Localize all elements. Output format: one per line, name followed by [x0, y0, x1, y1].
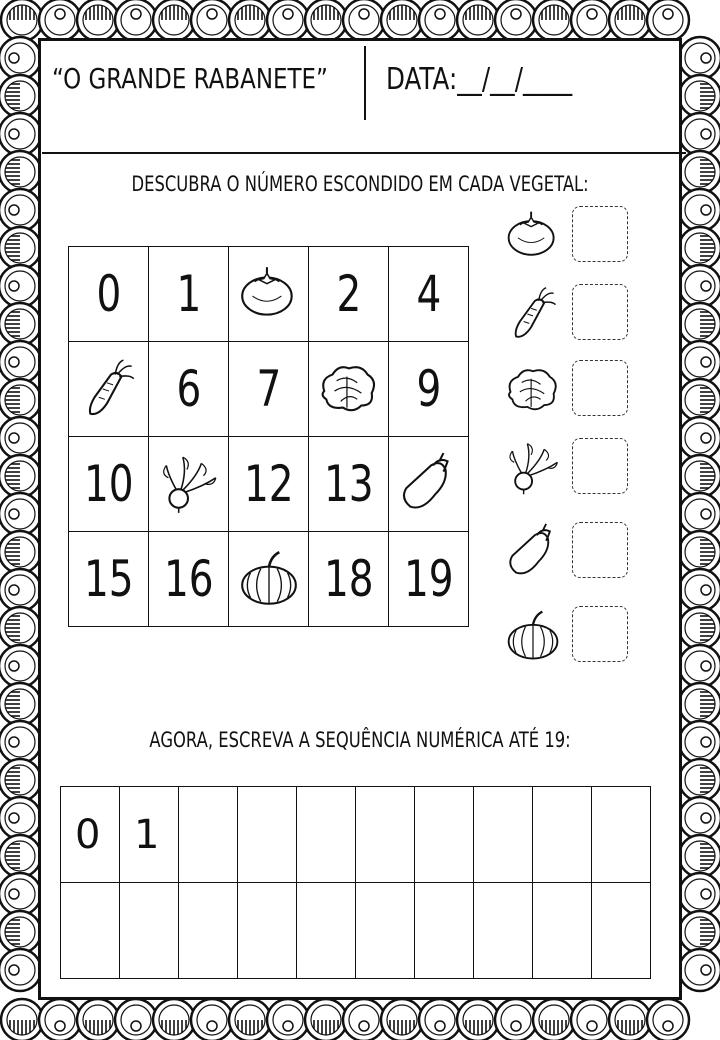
sequence-cell[interactable]: [179, 787, 238, 883]
instruction-find-numbers: DESCUBRA O NÚMERO ESCONDIDO EM CADA VEGETAL:: [131, 172, 589, 196]
grid-cell-number: [229, 342, 309, 437]
sequence-cell[interactable]: [592, 787, 651, 883]
grid-number: 19: [403, 550, 454, 608]
instruction-write-sequence: AGORA, ESCREVA A SEQUÊNCIA NUMÉRICA ATÉ 19:: [149, 728, 571, 752]
answer-row: [500, 206, 640, 266]
cabbage-icon: [316, 356, 382, 422]
number-grid-row: [69, 532, 469, 627]
tomato-icon: [503, 206, 563, 266]
grid-cell-vegetable: [229, 247, 309, 342]
grid-number: 7: [256, 360, 281, 418]
sequence-cell[interactable]: [356, 787, 415, 883]
sequence-cell[interactable]: [592, 883, 651, 979]
grid-cell-number: [149, 342, 229, 437]
grid-number: 10: [83, 455, 134, 513]
grid-cell-number: [389, 342, 469, 437]
number-grid-row: [69, 342, 469, 437]
grid-number: 9: [416, 360, 441, 418]
grid-cell-number: [149, 532, 229, 627]
answer-row: [500, 360, 640, 420]
grid-cell-number: [389, 247, 469, 342]
grid-cell-number: [69, 247, 149, 342]
sequence-cell[interactable]: [61, 883, 120, 979]
grid-cell-vegetable: [229, 532, 309, 627]
header-rule: [42, 152, 686, 154]
sequence-cell[interactable]: [474, 883, 533, 979]
grid-number: 16: [163, 550, 214, 608]
sequence-row: [61, 883, 651, 979]
answer-row: [500, 284, 640, 344]
sequence-row: [61, 787, 651, 883]
answer-box[interactable]: [572, 206, 628, 262]
number-grid-row: [69, 247, 469, 342]
sequence-cell[interactable]: [297, 787, 356, 883]
number-grid: [68, 246, 469, 627]
grid-number: 0: [96, 265, 121, 323]
radish-icon: [503, 438, 563, 498]
grid-number: 2: [336, 265, 361, 323]
sequence-cell[interactable]: [533, 883, 592, 979]
grid-cell-number: [69, 532, 149, 627]
sequence-cell[interactable]: [179, 883, 238, 979]
cabbage-icon: [503, 360, 563, 420]
grid-number: 6: [176, 360, 201, 418]
grid-cell-number: [69, 437, 149, 532]
grid-number: 1: [176, 265, 201, 323]
pumpkin-icon: [503, 606, 563, 666]
date-field[interactable]: DATA:__/__/____: [386, 62, 573, 97]
answer-row: [500, 606, 640, 666]
sequence-cell[interactable]: [533, 787, 592, 883]
sequence-cell[interactable]: [356, 883, 415, 979]
sequence-cell[interactable]: 0: [61, 787, 120, 883]
answer-box[interactable]: [572, 438, 628, 494]
sequence-cell[interactable]: [238, 883, 297, 979]
grid-number: 18: [323, 550, 374, 608]
grid-number: 15: [83, 550, 134, 608]
sequence-cell[interactable]: [238, 787, 297, 883]
grid-cell-vegetable: [389, 437, 469, 532]
answer-box[interactable]: [572, 284, 628, 340]
grid-cell-number: [309, 247, 389, 342]
carrot-icon: [76, 356, 142, 422]
sequence-cell[interactable]: [474, 787, 533, 883]
grid-cell-number: [149, 247, 229, 342]
answer-box[interactable]: [572, 360, 628, 416]
grid-number: 12: [243, 455, 294, 513]
grid-cell-number: [229, 437, 309, 532]
answer-row: [500, 522, 640, 582]
answer-row: [500, 438, 640, 498]
sequence-cell[interactable]: [120, 883, 179, 979]
sequence-cell[interactable]: [415, 787, 474, 883]
sequence-cell[interactable]: [415, 883, 474, 979]
sequence-cell[interactable]: [297, 883, 356, 979]
grid-cell-vegetable: [309, 342, 389, 437]
grid-cell-number: [309, 437, 389, 532]
tomato-icon: [236, 261, 302, 327]
grid-cell-number: [389, 532, 469, 627]
answer-box[interactable]: [572, 606, 628, 662]
header-divider: [364, 46, 366, 120]
answer-box[interactable]: [572, 522, 628, 578]
worksheet-title: “O GRANDE RABANETE”: [52, 62, 328, 95]
number-grid-row: [69, 437, 469, 532]
carrot-icon: [503, 284, 563, 344]
grid-cell-number: [309, 532, 389, 627]
grid-cell-vegetable: [149, 437, 229, 532]
sequence-grid: [60, 786, 651, 979]
sequence-cell[interactable]: 1: [120, 787, 179, 883]
grid-number: 13: [323, 455, 374, 513]
eggplant-icon: [503, 522, 563, 582]
radish-icon: [156, 451, 222, 517]
eggplant-icon: [396, 451, 462, 517]
grid-cell-vegetable: [69, 342, 149, 437]
grid-number: 4: [416, 265, 441, 323]
pumpkin-icon: [236, 546, 302, 612]
